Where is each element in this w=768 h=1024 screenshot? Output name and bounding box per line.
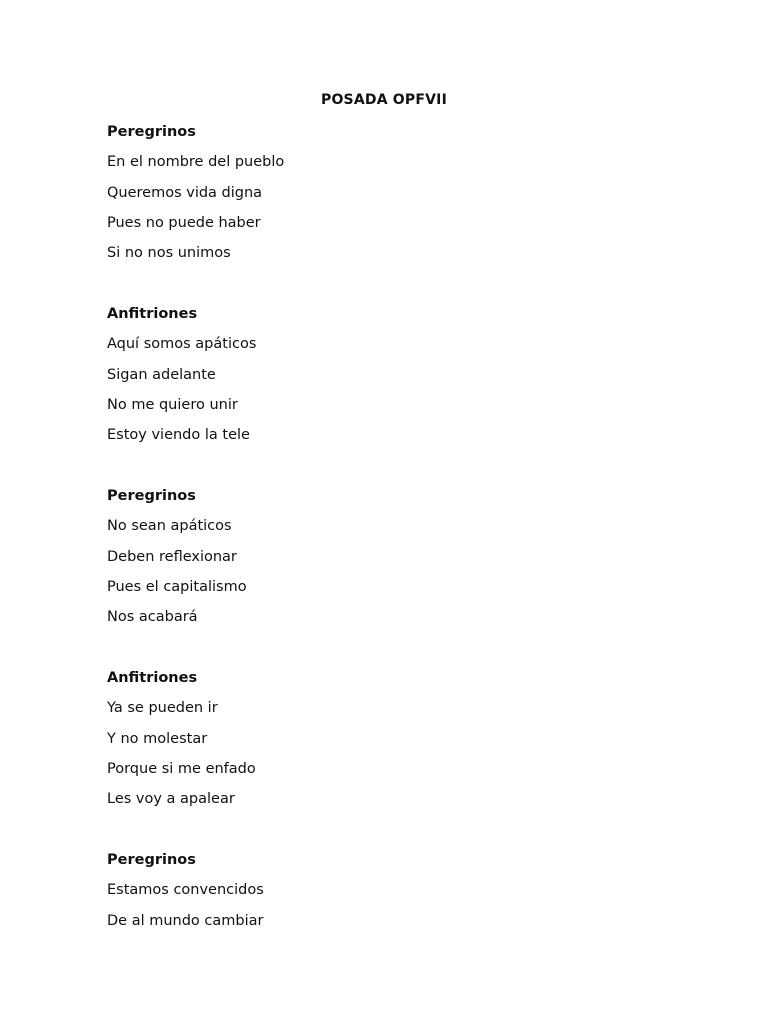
document-title: POSADA OPFVII — [321, 92, 447, 108]
verse-line: Pues no puede haber — [107, 214, 261, 231]
verse-line: Estamos convencidos — [107, 882, 264, 899]
verse-line: Sigan adelante — [107, 366, 216, 383]
stanza — [107, 850, 707, 941]
verse-line: No sean apáticos — [107, 518, 232, 535]
stanza — [107, 304, 707, 455]
stanza-speaker: Peregrinos — [107, 487, 196, 504]
verse-line: De al mundo cambiar — [107, 912, 264, 929]
verse-line: Les voy a apalear — [107, 791, 235, 808]
verse-line: Pues el capitalismo — [107, 578, 247, 595]
verse-line: No me quiero unir — [107, 396, 238, 413]
poem-body — [107, 122, 707, 971]
verse-line: Estoy viendo la tele — [107, 427, 250, 444]
stanza — [107, 486, 707, 637]
stanza-speaker: Anfitriones — [107, 669, 198, 686]
verse-line: En el nombre del pueblo — [107, 154, 285, 171]
verse-line: Nos acabará — [107, 609, 198, 626]
stanza — [107, 668, 707, 819]
verse-line: Y no molestar — [107, 730, 208, 747]
stanza — [107, 122, 707, 273]
verse-line: Porque si me enfado — [107, 760, 256, 777]
verse-line: Queremos vida digna — [107, 184, 263, 201]
verse-line: Si no nos unimos — [107, 245, 231, 262]
stanza-speaker: Peregrinos — [107, 124, 196, 140]
verse-line: Ya se pueden ir — [107, 700, 218, 717]
stanza-speaker: Peregrinos — [107, 851, 196, 868]
stanza-speaker: Anfitriones — [107, 305, 198, 322]
verse-line: Deben reflexionar — [107, 548, 237, 565]
verse-line: Aquí somos apáticos — [107, 336, 257, 353]
